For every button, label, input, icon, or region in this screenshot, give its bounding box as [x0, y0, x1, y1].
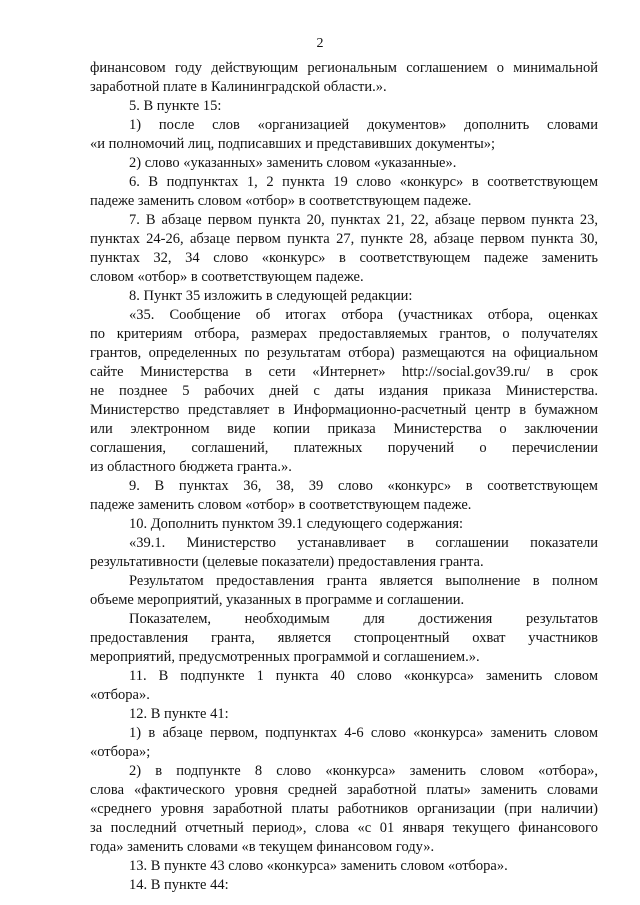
text-line: «среднего уровня заработной платы работников организации (при наличии)	[90, 801, 598, 817]
text-line: финансовом году действующим региональным соглашением о минимальной	[90, 60, 598, 76]
document-body	[90, 59, 598, 895]
text-line: 2) в подпункте 8 слово «конкурса» заменить словом «отбора»,	[129, 763, 598, 779]
text-line: не позднее 5 рабочих дней с даты издания приказа Министерства.	[90, 383, 598, 399]
text-line: из областного бюджета гранта.».	[90, 459, 292, 475]
text-line: результативности (целевые показатели) предоставления гранта.	[90, 554, 484, 570]
text-line: падеже заменить словом «отбор» в соответствующем падеже.	[90, 193, 472, 209]
text-line: или электронном виде копии приказа Министерства о заключении	[90, 421, 598, 437]
text-line: «35. Сообщение об итогах отбора (участниках отбора, оценках	[129, 307, 598, 323]
text-line: заработной плате в Калининградской области.».	[90, 79, 387, 95]
text-line: «39.1. Министерство устанавливает в соглашении показатели	[129, 535, 598, 551]
text-line: 9. В пунктах 36, 38, 39 слово «конкурс» в соответствующем	[129, 478, 598, 494]
text-line: «отбора».	[90, 687, 150, 703]
text-line: грантов, определенных по результатам отбора) размещаются на официальном	[90, 345, 598, 361]
text-line: за последний отчетный период», слова «с 01 января текущего финансового	[90, 820, 598, 836]
text-line: 7. В абзаце первом пункта 20, пунктах 21, 22, абзаце первом пункта 23,	[129, 212, 598, 228]
text-line: Результатом предоставления гранта является выполнение в полном	[129, 573, 598, 589]
text-line: слова «фактического уровня средней заработной платы» заменить словами	[90, 782, 598, 798]
text-line: 10. Дополнить пунктом 39.1 следующего содержания:	[129, 516, 464, 532]
text-line: 8. Пункт 35 изложить в следующей редакции:	[129, 288, 413, 304]
text-line: 14. В пункте 44:	[129, 877, 229, 893]
text-line: 1) после слов «организацией документов» дополнить словами	[129, 117, 598, 133]
text-line: пунктах 24-26, абзаце первом пункта 27, пункте 28, абзаце первом пункта 30,	[90, 231, 598, 247]
text-line: 11. В подпункте 1 пункта 40 слово «конкурса» заменить словом	[129, 668, 598, 684]
text-line: 12. В пункте 41:	[129, 706, 229, 722]
text-line: 6. В подпунктах 1, 2 пункта 19 слово «конкурс» в соответствующем	[129, 174, 598, 190]
text-line: года» заменить словами «в текущем финансовом году».	[90, 839, 435, 855]
text-line: 1) в абзаце первом, подпунктах 4-6 слово «конкурса» заменить словом	[129, 725, 598, 741]
text-line: «отбора»;	[90, 744, 151, 760]
text-line: Министерство представляет в Информационно-расчетный центр в бумажном	[90, 402, 598, 418]
text-line: сайте Министерства в сети «Интернет» http://social.gov39.ru/ в срок	[90, 364, 598, 380]
text-line: объеме мероприятий, указанных в программе и соглашении.	[90, 592, 465, 608]
text-line: 5. В пункте 15:	[129, 98, 222, 114]
text-line: мероприятий, предусмотренных программой и соглашением.».	[90, 649, 480, 665]
text-line: словом «отбор» в соответствующем падеже.	[90, 269, 364, 285]
text-line: «и полномочий лиц, подписавших и представивших документы»;	[90, 136, 496, 152]
text-line: по критериям отбора, размерах предоставляемых грантов, о получателях	[90, 326, 598, 342]
text-line: 13. В пункте 43 слово «конкурса» заменить словом «отбора».	[129, 858, 508, 874]
text-line: Показателем, необходимым для достижения результатов	[129, 611, 598, 627]
text-line: падеже заменить словом «отбор» в соответствующем падеже.	[90, 497, 472, 513]
page-number: 2	[316, 36, 324, 51]
text-line: соглашения, соглашений, платежных поручений о перечислении	[90, 440, 598, 456]
text-line: пунктах 32, 34 слово «конкурс» в соответствующем падеже заменить	[90, 250, 598, 266]
text-line: предоставления гранта, является стопроцентный охват участников	[90, 630, 598, 646]
text-line: 2) слово «указанных» заменить словом «указанные».	[129, 155, 457, 171]
